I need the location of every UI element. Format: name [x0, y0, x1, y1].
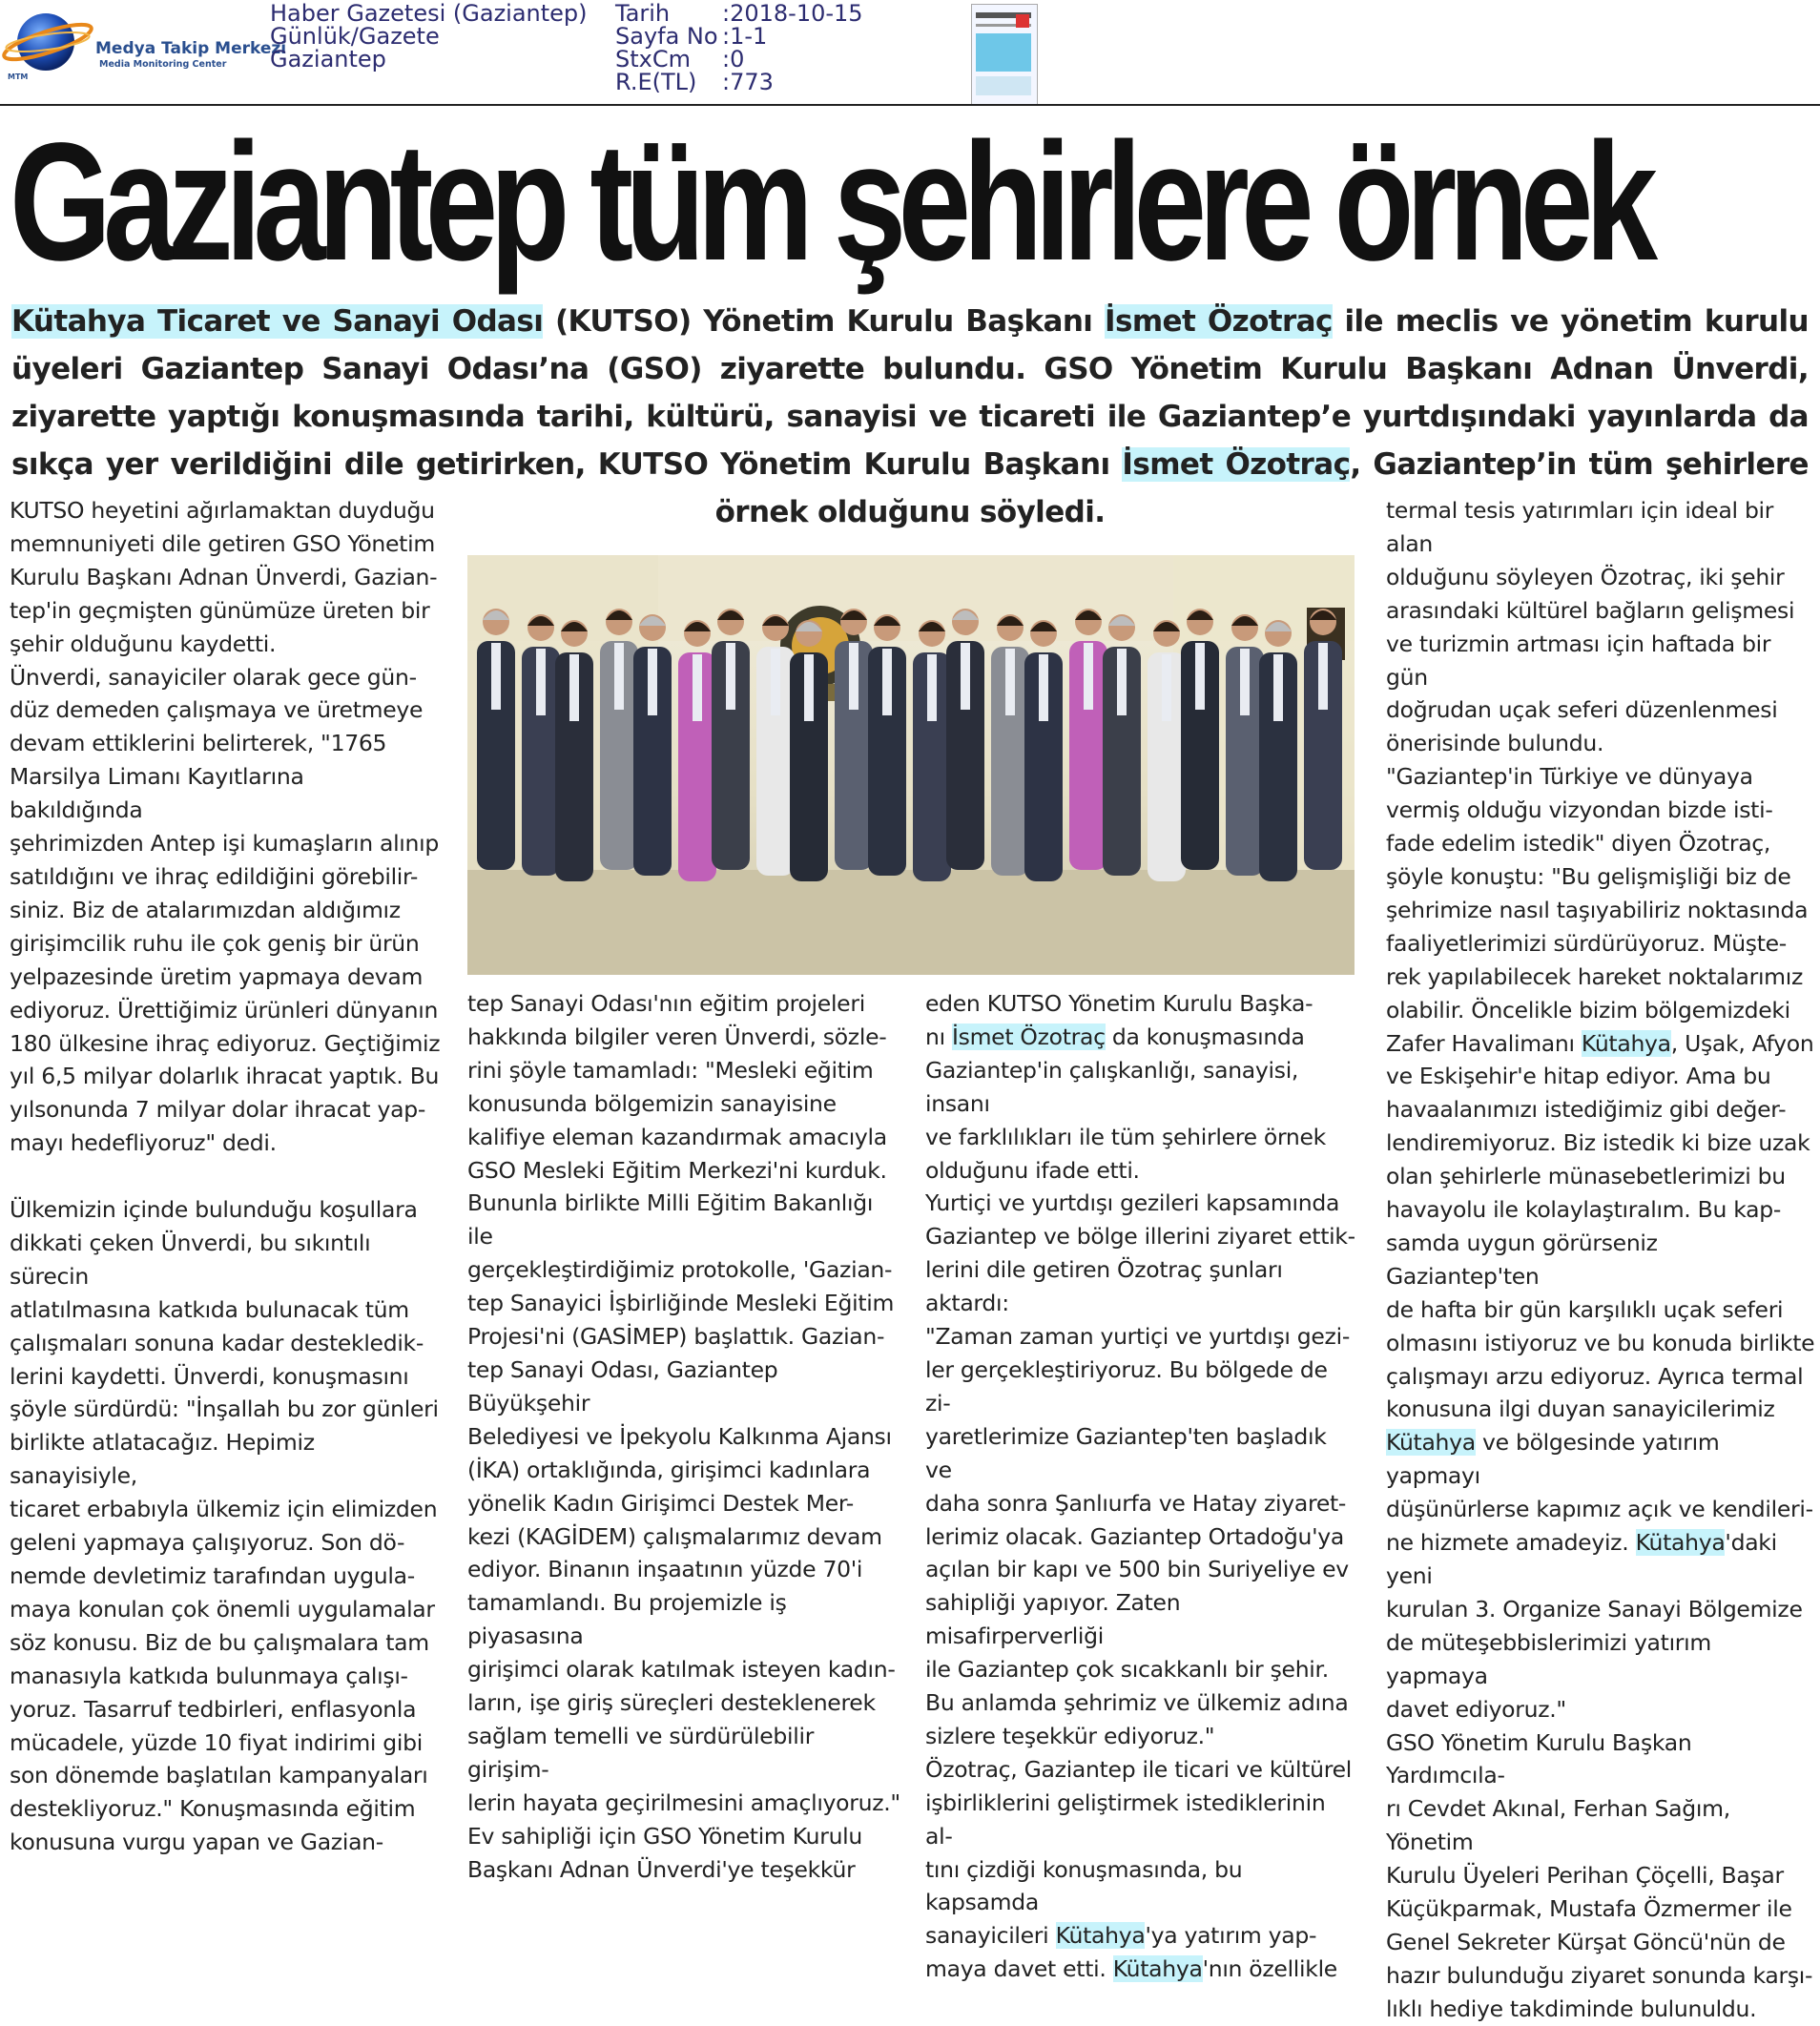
col2-line: Projesi'ni (GASİMEP) başlattık. Gazian-	[467, 1323, 885, 1351]
publication-frequency: Günlük/Gazete	[270, 23, 440, 50]
col4-line: GSO Yönetim Kurulu Başkan Yardımcıla-	[1386, 1728, 1692, 1789]
col1-line: şöyle sürdürdü: "İnşallah bu zor günleri	[10, 1395, 439, 1423]
col4-line: olmasını istiyoruz ve bu konuda birlikte	[1386, 1329, 1815, 1356]
col4-line: samda uygun görürseniz Gaziantep'ten	[1386, 1229, 1658, 1290]
col2-line: Başkanı Adnan Ünverdi'ye teşekkür	[467, 1855, 856, 1883]
col4-line: havaalanımızı istediğimiz gibi değer-	[1386, 1096, 1787, 1124]
col2-line: lerin hayata geçirilmesini amaçlıyoruz."	[467, 1788, 900, 1816]
col2-line: sağlam temelli ve sürdürülebilir girişim-	[467, 1722, 815, 1783]
meta-re-value: :773	[722, 69, 774, 95]
col4-line: olabilir. Öncelikle bizim bölgemizdeki	[1386, 996, 1790, 1023]
col3-line: Yurtiçi ve yurtdışı gezileri kapsamında	[925, 1189, 1340, 1217]
col3-line: nı İsmet Özotraç da konuşmasında	[925, 1023, 1305, 1050]
highlight-kutahya: Kütahya	[1635, 1529, 1726, 1557]
col1-line: ticaret erbabıyla ülkemiz için elimizden	[10, 1496, 438, 1523]
col2-line: yönelik Kadın Girişimci Destek Mer-	[467, 1489, 854, 1517]
col3-line: eden KUTSO Yönetim Kurulu Başka-	[925, 990, 1313, 1017]
col1-line: yıl 6,5 milyar dolarlık ihracat yaptık. Bu	[10, 1063, 440, 1090]
col2-line: kalifiye eleman kazandırmak amacıyla	[467, 1123, 887, 1150]
col4-line: doğrudan uçak seferi düzenlenmesi	[1386, 696, 1778, 724]
col1-line: çalışmaları sonuna kadar destekledik-	[10, 1329, 424, 1356]
col2-line: tep Sanayi Odası, Gaziantep Büyükşehir	[467, 1355, 778, 1416]
meta-stxcm-value: :0	[722, 46, 745, 72]
col1-line: geleni yapmaya çalışıyoruz. Son dö-	[10, 1529, 405, 1557]
article-column-4	[1386, 494, 1815, 2026]
col4-line: Kütahya ve bölgesinde yatırım yapmayı	[1386, 1429, 1720, 1490]
col3-line: "Zaman zaman yurtiçi ve yurtdışı gezi-	[925, 1323, 1351, 1351]
col3-line: sizlere teşekkür ediyoruz."	[925, 1722, 1215, 1749]
publication-city: Gaziantep	[270, 46, 386, 72]
col3-line: lerini dile getiren Özotraç şunları aktardı:	[925, 1256, 1283, 1317]
col1-line: dikkati çeken Ünverdi, bu sıkıntılı sürecin	[10, 1229, 371, 1290]
page-thumbnail[interactable]	[971, 4, 1038, 105]
col1-line: söz konusu. Biz de bu çalışmalara tam	[10, 1628, 429, 1656]
logo-subtitle: Media Monitoring Center	[99, 59, 227, 70]
col1-line: atlatılmasına katkıda bulunacak tüm	[10, 1295, 409, 1323]
col4-line: önerisinde bulundu.	[1386, 730, 1604, 757]
col1-line: Marsilya Limanı Kayıtlarına bakıldığında	[10, 763, 304, 824]
lead-highlight-kutso: Kütahya Ticaret ve Sanayi Odası	[11, 304, 544, 339]
col1-line: şehrimizden Antep işi kumaşların alınıp	[10, 830, 439, 858]
col1-line: mücadele, yüzde 10 fiyat indirimi gibi	[10, 1728, 424, 1756]
publication-name: Haber Gazetesi (Gaziantep)	[270, 0, 588, 27]
col3-line: ile Gaziantep çok sıcakkanlı bir şehir.	[925, 1656, 1329, 1684]
lead-highlight-name-1: İsmet Özotraç	[1105, 304, 1333, 339]
meta-page-label: Sayfa No	[615, 23, 718, 50]
meta-re	[615, 71, 863, 93]
col4-line: ve Eskişehir'e hitap ediyor. Ama bu	[1386, 1063, 1771, 1090]
lead-text-1: (KUTSO) Yönetim Kurulu Başkanı	[543, 304, 1106, 339]
col1-line: maya konulan çok önemli uygulamalar	[10, 1595, 435, 1623]
col3-line: açılan bir kapı ve 500 bin Suriyeliye ev	[925, 1556, 1349, 1583]
col4-line: faaliyetlerimizi sürdürüyoruz. Müşte-	[1386, 929, 1787, 957]
meta-page-value: :1-1	[722, 23, 768, 50]
col4-line: de müteşebbislerimizi yatırım yapmaya	[1386, 1628, 1711, 1689]
col1-line: devam ettiklerini belirterek, "1765	[10, 730, 387, 757]
col3-line: ler gerçekleştiriyoruz. Bu bölgede de zi-	[925, 1355, 1328, 1416]
highlight-kutahya: Kütahya	[1386, 1429, 1476, 1457]
col3-line: yaretlerimize Gaziantep'ten başladık ve	[925, 1422, 1327, 1483]
col4-line: hazır bulunduğu ziyaret sonunda karşı-	[1386, 1961, 1813, 1989]
meta-date	[615, 2, 863, 25]
col3-line: lerimiz olacak. Gaziantep Ortadoğu'ya	[925, 1522, 1344, 1550]
col3-line: işbirliklerini geliştirmek istediklerinin al-	[925, 1788, 1326, 1850]
col4-line: Kurulu Üyeleri Perihan Çöçelli, Başar	[1386, 1862, 1784, 1890]
col4-line: "Gaziantep'in Türkiye ve dünyaya	[1386, 763, 1753, 791]
col1-line: son dönemde başlatılan kampanyaları	[10, 1762, 428, 1789]
col4-line: arasındaki kültürel bağların gelişmesi	[1386, 596, 1795, 624]
col1-line: manasıyla katkıda bulunmaya çalışı-	[10, 1662, 408, 1689]
col1-line: siniz. Biz de atalarımızdan aldığımız	[10, 896, 401, 923]
col4-line: şöyle konuştu: "Bu gelişmişliği biz de	[1386, 862, 1791, 890]
col4-line: Genel Sekreter Kürşat Göncü'nün de	[1386, 1928, 1786, 1955]
meta-stxcm	[615, 48, 863, 71]
col1-line: Ülkemizin içinde bulunduğu koşullara	[10, 1196, 418, 1224]
col3-line: sahipliği yapıyor. Zaten misafirperverliği	[925, 1589, 1181, 1650]
col3-line: Gaziantep ve bölge illerini ziyaret ettik-	[925, 1223, 1355, 1251]
col3-line: Özotraç, Gaziantep ile ticari ve kültürel	[925, 1755, 1352, 1783]
col1-line: mayı hedefliyoruz" dedi.	[10, 1129, 277, 1157]
col4-line: davet ediyoruz."	[1386, 1695, 1566, 1723]
col4-line: lendiremiyoruz. Biz istedik ki bize uzak	[1386, 1129, 1810, 1157]
col2-line: GSO Mesleki Eğitim Merkezi'ni kurduk.	[467, 1156, 887, 1184]
lead-highlight-name-2: İsmet Özotraç	[1122, 447, 1351, 482]
clipping-header	[0, 0, 1820, 105]
col1-line: düz demeden çalışmaya ve üretmeye	[10, 696, 424, 724]
col1-line: yelpazesinde üretim yapmaya devam	[10, 962, 424, 990]
meta-stxcm-label: StxCm	[615, 46, 691, 72]
col3-line: Bu anlamda şehrimiz ve ülkemiz adına	[925, 1689, 1349, 1717]
article-column-3	[925, 987, 1359, 1986]
col3-line: Gaziantep'in çalışkanlığı, sanayisi, insanı	[925, 1056, 1299, 1117]
col1-line: yoruz. Tasarruf tedbirleri, enflasyonla	[10, 1695, 417, 1723]
highlight-kutahya: Kütahya	[1055, 1922, 1146, 1950]
col1-line: şehir olduğunu kaydetti.	[10, 630, 277, 657]
publication-info	[270, 2, 588, 71]
col3-line: ve farklılıkları ile tüm şehirlere örnek	[925, 1123, 1326, 1150]
col1-line: konusuna vurgu yapan ve Gazian-	[10, 1829, 383, 1856]
meta-re-label: R.E(TL)	[615, 69, 697, 95]
col4-line: rek yapılabilecek hareket noktalarımız	[1386, 962, 1804, 990]
col1-line: 180 ülkesine ihraç ediyoruz. Geçtiğimiz	[10, 1029, 441, 1057]
col4-line: konusuna ilgi duyan sanayicilerimiz	[1386, 1395, 1775, 1423]
col4-line: rı Cevdet Akınal, Ferhan Sağım, Yönetim	[1386, 1795, 1730, 1856]
group-photo-image	[467, 555, 1355, 975]
col2-line: (İKA) ortaklığında, girişimci kadınlara	[467, 1456, 871, 1483]
col4-line: düşünürlerse kapımız açık ve kendileri-	[1386, 1496, 1813, 1523]
col4-line: termal tesis yatırımları için ideal bir alan	[1386, 497, 1774, 557]
col4-line: fade edelim istedik" diyen Özotraç,	[1386, 830, 1771, 858]
lead-text-3: , Gaziantep’in tüm şehirlere örnek olduğunu söyledi.	[714, 447, 1809, 529]
col3-line: sanayicileri Kütahya'ya yatırım yap-	[925, 1922, 1317, 1950]
highlight-kutahya: Kütahya	[1112, 1955, 1203, 1983]
col1-line: birlikte atlatacağız. Hepimiz sanayisiyle,	[10, 1429, 315, 1490]
col2-line: konusunda bölgemizin sanayisine	[467, 1089, 837, 1117]
globe-logo-icon	[0, 4, 105, 82]
article-column-1	[10, 494, 444, 1859]
col2-line: rini şöyle tamamladı: "Mesleki eğitim	[467, 1056, 874, 1084]
col2-line: ların, işe giriş süreçleri desteklenerek	[467, 1689, 876, 1717]
col4-line: Zafer Havalimanı Kütahya, Uşak, Afyon	[1386, 1029, 1814, 1057]
col2-line: gerçekleştirdiğimiz protokolle, 'Gazian-	[467, 1256, 893, 1284]
col4-line: ne hizmete amadeyiz. Kütahya'daki yeni	[1386, 1529, 1777, 1589]
col4-line: havayolu ile kolaylaştıralım. Bu kap-	[1386, 1196, 1782, 1224]
col2-line: tep Sanayi Odası'nın eğitim projeleri	[467, 990, 865, 1017]
col4-line: ve turizmin artması için haftada bir gün	[1386, 630, 1771, 691]
col1-line: lerini kaydetti. Ünverdi, konuşmasını	[10, 1362, 409, 1390]
col4-line: lıklı hediye takdiminde bulunuldu.	[1386, 1995, 1757, 2022]
meta-date-value: :2018-10-15	[722, 0, 863, 27]
col4-line: de hafta bir gün karşılıklı uçak seferi	[1386, 1295, 1784, 1323]
col4-line: Küçükparmak, Mustafa Özmermer ile	[1386, 1895, 1792, 1923]
col2-line: girişimci olarak katılmak isteyen kadın-	[467, 1656, 896, 1684]
col3-line: daha sonra Şanlıurfa ve Hatay ziyaret-	[925, 1489, 1347, 1517]
col2-line: Belediyesi ve İpekyolu Kalkınma Ajansı	[467, 1422, 892, 1450]
media-monitoring-logo	[0, 4, 287, 82]
col2-line: Bununla birlikte Milli Eğitim Bakanlığı ile	[467, 1189, 874, 1251]
col4-line: olduğunu söyleyen Özotraç, iki şehir	[1386, 563, 1785, 590]
clipping-meta	[615, 2, 863, 93]
col2-line: tep Sanayici İşbirliğinde Mesleki Eğitim	[467, 1290, 895, 1317]
col2-line: ediyor. Binanın inşaatının yüzde 70'i	[467, 1556, 863, 1583]
article-headline: Gaziantep tüm şehirlere örnek	[10, 109, 1650, 296]
col1-line: ediyoruz. Ürettiğimiz ürünleri dünyanın	[10, 996, 439, 1023]
col4-line: olan şehirlerle münasebetlerimizi bu	[1386, 1163, 1786, 1190]
col3-line: maya davet etti. Kütahya'nın özellikle	[925, 1955, 1337, 1983]
meta-page	[615, 25, 863, 48]
logo-title: Medya Takip Merkezi	[95, 39, 287, 58]
col2-line: tamamlandı. Bu projemizle iş piyasasına	[467, 1589, 787, 1650]
col1-line	[10, 1160, 444, 1193]
col4-line: kurulan 3. Organize Sanayi Bölgemize	[1386, 1595, 1803, 1623]
col1-line: tep'in geçmişten günümüze üreten bir	[10, 596, 430, 624]
col3-line: olduğunu ifade etti.	[925, 1156, 1140, 1184]
highlight-kutahya: Kütahya	[1581, 1029, 1671, 1057]
col1-line: KUTSO heyetini ağırlamaktan duyduğu	[10, 497, 435, 524]
col1-line: Ünverdi, sanayiciler olarak gece gün-	[10, 663, 417, 691]
col1-line: girişimcilik ruhu ile çok geniş bir ürün	[10, 929, 420, 957]
group-photo	[467, 555, 1355, 975]
col1-line: yılsonunda 7 milyar dolar ihracat yap-	[10, 1096, 426, 1124]
col1-line: memnuniyeti dile getiren GSO Yönetim	[10, 529, 435, 557]
col4-line: vermiş olduğu vizyondan bizde isti-	[1386, 796, 1773, 824]
article-column-2	[467, 987, 901, 1886]
header-divider	[0, 104, 1820, 106]
col2-line: hakkında bilgiler veren Ünverdi, sözle-	[467, 1023, 887, 1050]
col4-line: şehrimize nasıl taşıyabiliriz noktasında	[1386, 896, 1809, 923]
logo-abbreviation: MTM	[8, 72, 29, 81]
highlight-name: İsmet Özotraç	[952, 1023, 1106, 1050]
col4-line: çalışmayı arzu ediyoruz. Ayrıca termal	[1386, 1362, 1804, 1390]
col3-line: tını çizdiği konuşmasında, bu kapsamda	[925, 1855, 1243, 1916]
col1-line: satıldığını ve ihraç edildiğini görebilir-	[10, 862, 419, 890]
col2-line: Ev sahipliği için GSO Yönetim Kurulu	[467, 1822, 863, 1850]
col2-line: kezi (KAGİDEM) çalışmalarımız devam	[467, 1522, 882, 1550]
col1-line: destekliyoruz." Konuşmasında eğitim	[10, 1795, 416, 1823]
lead-text-2: ile meclis ve yönetim kurulu üyeleri Gaziantep Sanayi Odası’na (GSO) ziyarette bulundu. GSO Yönetim Kurulu Başkanı Adnan Ünverdi, ziyarette yaptığı konuşmasında tarihi, kültürü, sanayisi ve ticareti ile Gaziantep’e yurtdışındaki yayınlarda da sıkça yer verildiğini dile getirirken, KUTSO Yönetim Kurulu Başkanı	[11, 304, 1809, 482]
col1-line: nemde devletimiz tarafından uygula-	[10, 1561, 415, 1589]
col1-line: Kurulu Başkanı Adnan Ünverdi, Gazian-	[10, 563, 438, 590]
meta-date-label: Tarih	[615, 0, 671, 27]
